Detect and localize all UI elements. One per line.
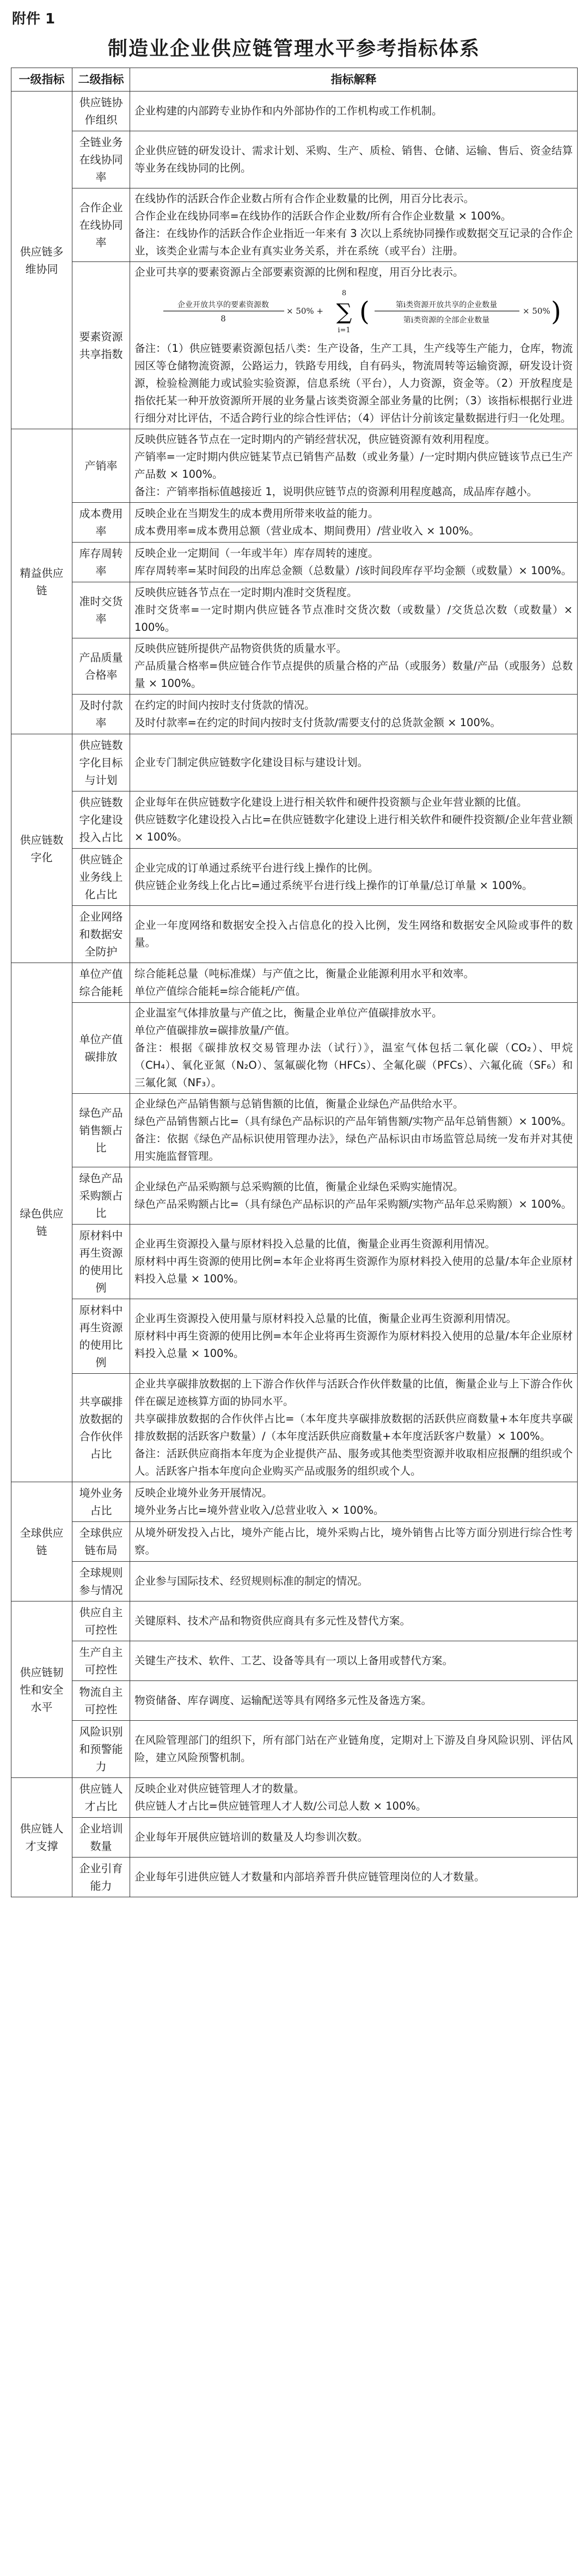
table-row	[11, 1818, 578, 1858]
sum-lower-limit: i=1	[337, 326, 351, 334]
explanation-paragraph: 企业可共享的要素资源占全部要素资源的比例和程度，用百分比表示。	[134, 266, 464, 278]
table-row	[11, 188, 578, 262]
right-parenthesis: )	[550, 296, 561, 327]
header-level1: 一级指标	[11, 68, 72, 92]
sharing-index-formula	[134, 284, 573, 337]
table-body	[11, 92, 578, 1897]
table-row	[11, 1641, 578, 1681]
indicator-explanation	[130, 188, 578, 262]
table-row	[11, 1601, 578, 1641]
level2-indicator: 供应链企业务线上化占比	[72, 849, 130, 906]
table-row	[11, 1681, 578, 1721]
explanation-paragraph: 绿色产品销售额占比=（具有绿色产品标识的产品年销售额/实物产品年总销售额）× 100%。	[134, 1115, 572, 1128]
explanation-paragraph: 备注：根据《碳排放权交易管理办法（试行）》，温室气体包括二氧化碳（CO₂）、甲烷（CH₄）、氧化亚氮（N₂O）、氢氟碳化物（HFCs）、全氟化碳（PFCs）、六氟化硫（SF₆）和三氟化氮（NF₃）。	[134, 1042, 573, 1089]
table-row	[11, 791, 578, 849]
level2-indicator: 原材料中再生资源的使用比例	[72, 1299, 130, 1374]
explanation-paragraph: 综合能耗总量（吨标准煤）与产值之比，衡量企业能源利用水平和效率。	[134, 967, 475, 980]
explanation-paragraph: 原材料中再生资源的使用比例=本年企业将再生资源作为原材料投入使用的总量/本年企业原材料投入总量 × 100%。	[134, 1330, 573, 1360]
explanation-paragraph: 企业每年在供应链数字化建设上进行相关软件和硬件投资额与企业年营业额的比值。	[134, 796, 528, 808]
explanation-paragraph: 及时付款率=在约定的时间内按时支付货款/需要支付的总货款金额 × 100%。	[134, 716, 501, 729]
explanation-paragraph: 关键原料、技术产品和物资供应商具有多元性及替代方案。	[134, 1615, 411, 1627]
table-row	[11, 1482, 578, 1522]
explanation-paragraph: 反映供应链各节点在一定时期内的产销经营状况，供应链资源有效利用程度。	[134, 433, 496, 446]
table-row	[11, 638, 578, 695]
indicator-explanation	[130, 1374, 578, 1482]
indicator-explanation	[130, 1003, 578, 1094]
explanation-paragraph: 产品质量合格率=供应链合作节点提供的质量合格的产品（或服务）数量/产品（或服务）总数量 × 100%。	[134, 660, 573, 690]
explanation-paragraph: 物资储备、库存调度、运输配送等具有网络多元性及备选方案。	[134, 1694, 432, 1707]
level2-indicator: 成本费用率	[72, 503, 130, 543]
explanation-paragraph: 反映企业境外业务开展情况。	[134, 1487, 273, 1499]
level2-indicator: 生产自主可控性	[72, 1641, 130, 1681]
explanation-paragraph: 供应链数字化建设投入占比=在供应链数字化建设上进行相关软件和硬件投资额/企业年营业额 × 100%。	[134, 813, 573, 843]
explanation-paragraph: 成本费用率=成本费用总额（营业成本、期间费用）/营业收入 × 100%。	[134, 525, 480, 537]
table-row	[11, 1374, 578, 1482]
sum-upper-limit: 8	[341, 289, 346, 297]
level2-indicator: 合作企业在线协同率	[72, 188, 130, 262]
explanation-paragraph: 企业一年度网络和数据安全投入占信息化的投入比例，发生网络和数据安全风险或事件的数量。	[134, 919, 573, 949]
explanation-paragraph: 反映企业一定期间（一年或半年）库存周转的速度。	[134, 547, 379, 559]
level2-indicator: 产销率	[72, 429, 130, 503]
level2-indicator: 单位产值碳排放	[72, 1003, 130, 1094]
level1-indicator: 绿色供应链	[11, 963, 72, 1482]
table-header-row	[11, 68, 578, 92]
indicator-explanation	[130, 963, 578, 1003]
explanation-paragraph: 备注：活跃供应商指本年度为企业提供产品、服务或其他类型资源并收取相应报酬的组织或个人。活跃客户指本年度向企业购买产品或服务的组织或个人。	[134, 1447, 573, 1477]
explanation-paragraph: 境外业务占比=境外营业收入/总营业收入 × 100%。	[134, 1504, 384, 1517]
level1-indicator: 全球供应链	[11, 1482, 72, 1601]
page-title: 制造业企业供应链管理水平参考指标体系	[107, 38, 480, 60]
explanation-paragraph: 企业参与国际技术、经贸规则标准的制定的情况。	[134, 1575, 369, 1587]
level1-indicator: 供应链多维协同	[11, 92, 72, 429]
explanation-paragraph: 企业共享碳排放数据的上下游合作伙伴与活跃合作伙伴数量的比值，衡量企业与上下游合作伙伴在碳足迹核算方面的协同水平。	[134, 1378, 573, 1408]
indicator-explanation	[130, 92, 578, 131]
formula-operator: × 50% +	[286, 306, 323, 316]
explanation-paragraph: 库存周转率=某时间段的出库总金额（总数量）/该时间段库存平均金额（或数量）× 100%。	[134, 564, 572, 577]
table-row	[11, 1858, 578, 1897]
explanation-paragraph: 原材料中再生资源的使用比例=本年企业将再生资源作为原材料投入使用的总量/本年企业原材料投入总量 × 100%。	[134, 1255, 573, 1285]
indicator-explanation	[130, 1562, 578, 1601]
indicator-explanation	[130, 906, 578, 963]
indicator-explanation	[130, 849, 578, 906]
header-explanation: 指标解释	[130, 68, 578, 92]
level2-indicator: 物流自主可控性	[72, 1681, 130, 1721]
explanation-paragraph: 在风险管理部门的组织下，所有部门站在产业链角度，定期对上下游及自身风险识别、评估风险，建立风险预警机制。	[134, 1734, 573, 1764]
explanation-paragraph: 企业每年开展供应链培训的数量及人均参训次数。	[134, 1831, 369, 1843]
level2-indicator: 全球规则参与情况	[72, 1562, 130, 1601]
indicator-explanation	[130, 1601, 578, 1641]
explanation-paragraph: 企业供应链的研发设计、需求计划、采购、生产、质检、销售、仓储、运输、售后、资金结算等业务在线协同的比例。	[134, 144, 573, 174]
indicator-explanation	[130, 543, 578, 582]
table-row	[11, 429, 578, 503]
indicator-explanation	[130, 1299, 578, 1374]
indicator-explanation	[130, 131, 578, 188]
level2-indicator: 企业网络和数据安全防护	[72, 906, 130, 963]
table-row	[11, 131, 578, 188]
indicator-explanation	[130, 1167, 578, 1225]
level2-indicator: 及时付款率	[72, 695, 130, 734]
level2-indicator: 全球供应链布局	[72, 1522, 130, 1562]
explanation-paragraph: 产销率=一定时期内供应链某节点已销售产品数（或业务量）/一定时期内供应链该节点已生产产品数 × 100%。	[134, 450, 573, 480]
formula-sum-numerator: 第i类资源开放共享的企业数量	[395, 301, 497, 309]
table-row	[11, 92, 578, 131]
table-row	[11, 1094, 578, 1167]
level2-indicator: 供应链数字化目标与计划	[72, 734, 130, 791]
level1-indicator: 精益供应链	[11, 429, 72, 734]
level2-indicator: 单位产值综合能耗	[72, 963, 130, 1003]
table-row	[11, 734, 578, 791]
level2-indicator: 风险识别和预警能力	[72, 1721, 130, 1778]
indicator-explanation	[130, 1482, 578, 1522]
level2-indicator: 供应链协作组织	[72, 92, 130, 131]
indicator-table	[11, 68, 578, 1897]
indicator-explanation	[130, 1778, 578, 1818]
explanation-paragraph: 从境外研发投入占比，境外产能占比，境外采购占比，境外销售占比等方面分别进行综合性考察。	[134, 1526, 573, 1556]
explanation-paragraph: 备注：在线协作的活跃合作企业指近一年来有 3 次以上系统协同操作或数据交互记录的合作企业，该类企业需与本企业有真实业务关系，并在系统（或平台）注册。	[134, 227, 573, 257]
annex-label: 附件 1	[12, 11, 56, 27]
table-row	[11, 503, 578, 543]
explanation-paragraph: 企业温室气体排放量与产值之比，衡量企业单位产值碳排放水平。	[134, 1007, 443, 1019]
indicator-explanation	[130, 503, 578, 543]
explanation-paragraph: 反映供应链所提供产品物资供货的质量水平。	[134, 642, 347, 655]
explanation-paragraph: 企业绿色产品销售额与总销售额的比值，衡量企业绿色产品供给水平。	[134, 1098, 464, 1110]
indicator-explanation	[130, 1681, 578, 1721]
indicator-explanation	[130, 734, 578, 791]
table-row	[11, 1225, 578, 1299]
indicator-explanation	[130, 791, 578, 849]
explanation-paragraph: 关键生产技术、软件、工艺、设备等具有一项以上备用或替代方案。	[134, 1654, 454, 1667]
formula-sum-tail: × 50%	[522, 306, 550, 316]
indicator-explanation	[130, 1094, 578, 1167]
level2-indicator: 原材料中再生资源的使用比例	[72, 1225, 130, 1299]
level2-indicator: 供应链数字化建设投入占比	[72, 791, 130, 849]
indicator-explanation	[130, 1225, 578, 1299]
explanation-paragraph: 企业完成的订单通过系统平台进行线上操作的比例。	[134, 862, 379, 874]
explanation-paragraph: 准时交货率=一定时期内供应链各节点准时交货次数（或数量）/交货总次数（或数量）× 100%。	[134, 604, 573, 634]
explanation-paragraph: 单位产值碳排放=碳排放量/产值。	[134, 1024, 296, 1037]
indicator-explanation	[130, 1858, 578, 1897]
explanation-paragraph: 反映企业在当期发生的成本费用所带来收益的能力。	[134, 507, 379, 520]
explanation-paragraph: 供应链人才占比=供应链管理人才人数/公司总人数 × 100%。	[134, 1800, 427, 1812]
explanation-paragraph: 在线协作的活跃合作企业数占所有合作企业数量的比例，用百分比表示。	[134, 192, 475, 205]
explanation-paragraph: 反映企业对供应链管理人才的数量。	[134, 1782, 305, 1795]
indicator-explanation	[130, 638, 578, 695]
level2-indicator: 产品质量合格率	[72, 638, 130, 695]
level2-indicator: 准时交货率	[72, 582, 130, 638]
table-row	[11, 1167, 578, 1225]
formula-graphic	[142, 285, 566, 336]
explanation-paragraph: 企业每年引进供应链人才数量和内部培养晋升供应链管理岗位的人才数量。	[134, 1871, 485, 1883]
formula-sum-denominator: 第i类资源的全部企业数量	[403, 316, 489, 325]
table-row	[11, 849, 578, 906]
formula-lhs-numerator: 企业开放共享的要素资源数	[177, 301, 269, 309]
explanation-paragraph: 企业再生资源投入使用量与原材料投入总量的比值，衡量企业再生资源利用情况。	[134, 1312, 517, 1325]
explanation-paragraph: 供应链企业务线上化占比=通过系统平台进行线上操作的订单量/总订单量 × 100%。	[134, 879, 533, 892]
level2-indicator: 库存周转率	[72, 543, 130, 582]
indicator-explanation	[130, 1641, 578, 1681]
table-row	[11, 543, 578, 582]
explanation-paragraph: 反映供应链各节点在一定时期内准时交货程度。	[134, 586, 358, 599]
level2-indicator: 境外业务占比	[72, 1482, 130, 1522]
level1-indicator: 供应链韧性和安全水平	[11, 1601, 72, 1778]
explanation-paragraph: 企业绿色产品采购额与总采购额的比值，衡量企业绿色采购实施情况。	[134, 1180, 464, 1193]
indicator-explanation	[130, 582, 578, 638]
sigma-symbol: ∑	[336, 300, 352, 325]
level1-indicator: 供应链人才支撑	[11, 1778, 72, 1897]
explanation-paragraph: 企业构建的内部跨专业协作和内外部协作的工作机构或工作机制。	[134, 105, 443, 117]
level2-indicator: 绿色产品采购额占比	[72, 1167, 130, 1225]
table-row	[11, 582, 578, 638]
table-row	[11, 1522, 578, 1562]
level2-indicator: 全链业务在线协同率	[72, 131, 130, 188]
table-row	[11, 1299, 578, 1374]
level2-indicator: 企业培训数量	[72, 1818, 130, 1858]
level2-indicator: 企业引育能力	[72, 1858, 130, 1897]
level2-indicator: 要素资源共享指数	[72, 262, 130, 429]
explanation-paragraph: 共享碳排放数据的合作伙伴占比=（本年度共享碳排放数据的活跃供应商数量+本年度共享碳排放数据的活跃客户数量）/（本年度活跃供应商数量+本年度活跃客户数量）× 100%。	[134, 1412, 573, 1442]
level2-indicator: 绿色产品销售额占比	[72, 1094, 130, 1167]
indicator-explanation	[130, 695, 578, 734]
indicator-explanation	[130, 1818, 578, 1858]
table-row	[11, 1778, 578, 1818]
table-row	[11, 1003, 578, 1094]
explanation-paragraph: 单位产值综合能耗=综合能耗/产值。	[134, 985, 307, 997]
header-level2: 二级指标	[72, 68, 130, 92]
table-row	[11, 262, 578, 429]
table-row	[11, 906, 578, 963]
explanation-paragraph: 合作企业在线协同率=在线协作的活跃合作企业数/所有合作企业数量 × 100%。	[134, 210, 512, 222]
level2-indicator: 供应链人才占比	[72, 1778, 130, 1818]
table-row	[11, 963, 578, 1003]
indicator-explanation	[130, 262, 578, 429]
indicator-explanation	[130, 1721, 578, 1778]
level2-indicator: 共享碳排放数据的合作伙伴占比	[72, 1374, 130, 1482]
explanation-paragraph: 备注：产销率指标值越接近 1，说明供应链节点的资源利用程度越高，成品库存越小。	[134, 485, 538, 498]
level1-indicator: 供应链数字化	[11, 734, 72, 963]
explanation-paragraph: 企业再生资源投入量与原材料投入总量的比值，衡量企业再生资源利用情况。	[134, 1238, 496, 1250]
table-row	[11, 695, 578, 734]
indicator-explanation	[130, 429, 578, 503]
explanation-paragraph: 企业专门制定供应链数字化建设目标与建设计划。	[134, 756, 369, 769]
explanation-paragraph: 绿色产品采购额占比=（具有绿色产品标识的产品年采购额/实物产品年总采购额）× 100%。	[134, 1198, 572, 1210]
explanation-paragraph: 备注：（1）供应链要素资源包括八类：生产设备，生产工具，生产线等生产能力，仓库，物流园区等仓储物流资源，公路运力，铁路专用线，自有码头，物流周转等运输资源，研发设计资源，检验检测能力或试验实验资源，信息系统（平台），人力资源，资金等。（2）开放程度是指依托某一种开放资源所开展的业务量占该类资源全部业务量的比例；（3）该指标根据行业进行细分对比评估，不适合跨行业的综合性评估；（4）评估计分前该定量数据进行归一化处理。	[134, 342, 573, 424]
formula-lhs-denominator: 8	[220, 314, 226, 324]
level2-indicator: 供应自主可控性	[72, 1601, 130, 1641]
left-parenthesis: (	[359, 296, 370, 327]
explanation-paragraph: 备注：依据《绿色产品标识使用管理办法》，绿色产品标识由市场监管总局统一发布并对其使用实施监督管理。	[134, 1132, 573, 1162]
table-row	[11, 1562, 578, 1601]
indicator-explanation	[130, 1522, 578, 1562]
table-row	[11, 1721, 578, 1778]
explanation-paragraph: 在约定的时间内按时支付货款的情况。	[134, 699, 315, 711]
